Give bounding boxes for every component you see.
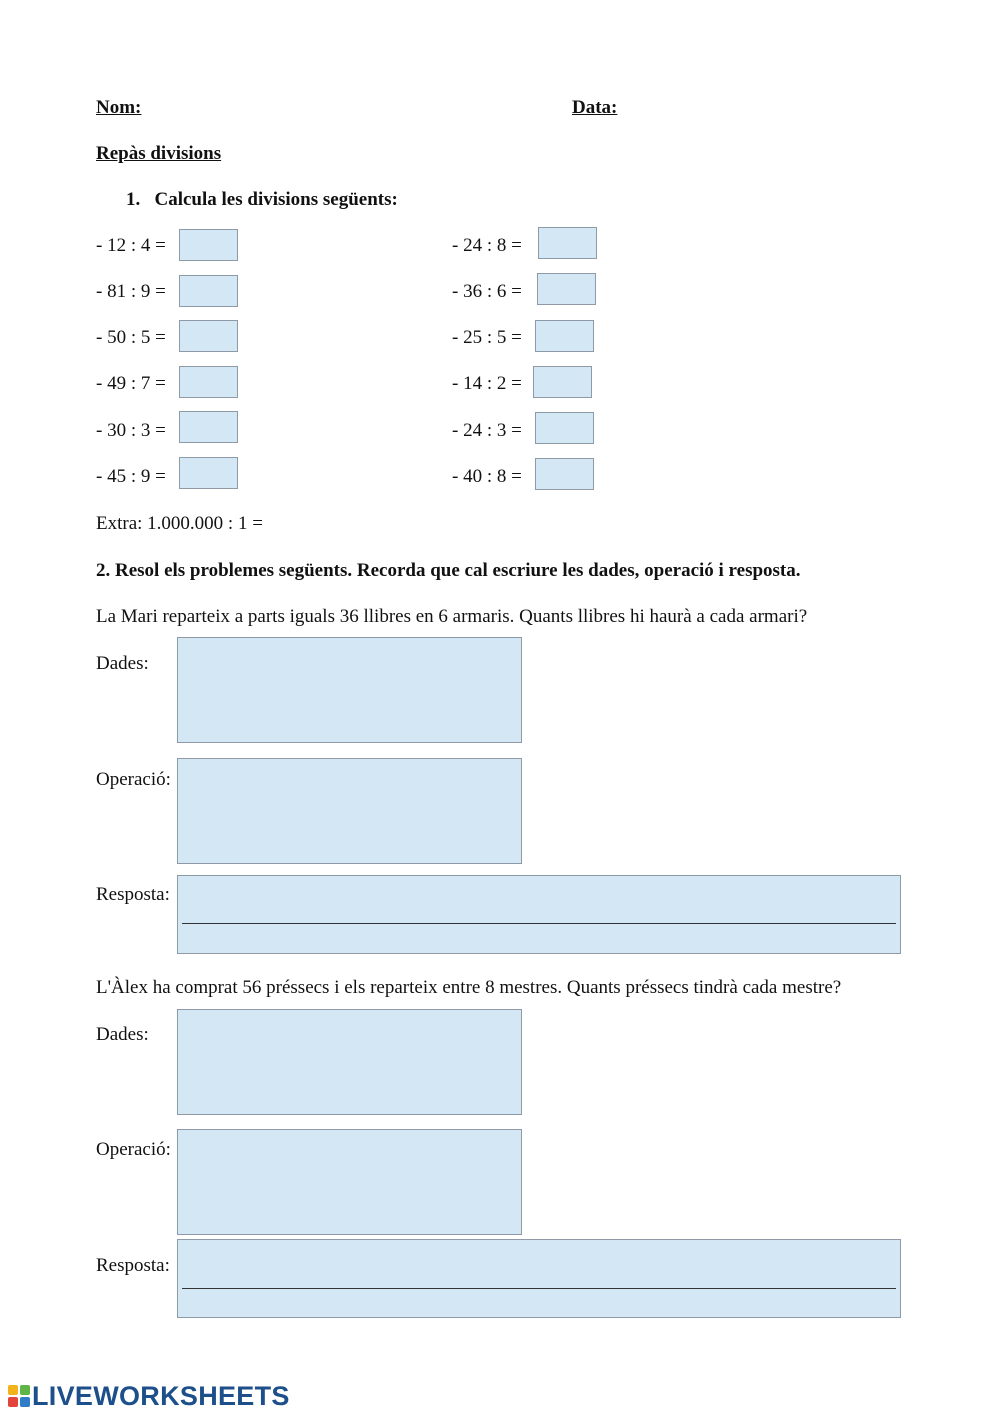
logo-text: LIVEWORKSHEETS [32,1380,290,1411]
problem2-operacio-label: Operació: [96,1139,171,1160]
answer-input-right-5[interactable] [535,412,594,444]
answer-input-left-4[interactable] [179,366,238,398]
problem1-operacio-label: Operació: [96,769,171,790]
division-right-1: - 24 : 8 = [452,235,522,256]
problem2-text: L'Àlex ha comprat 56 préssecs i els reparteix entre 8 mestres. Quants préssecs tindrà cada mestre? [96,977,842,998]
division-left-1: - 12 : 4 = [96,235,166,256]
liveworksheets-logo-icon [8,1385,30,1407]
problem1-operacio-input[interactable] [177,758,522,864]
problem2-resposta-input[interactable] [177,1239,901,1318]
answer-input-left-3[interactable] [179,320,238,352]
problem2-dades-label: Dades: [96,1024,149,1045]
division-right-4: - 14 : 2 = [452,373,522,394]
division-right-5: - 24 : 3 = [452,420,522,441]
problem1-resposta-label: Resposta: [96,884,170,905]
division-right-6: - 40 : 8 = [452,466,522,487]
division-right-3: - 25 : 5 = [452,327,522,348]
problem1-dades-input[interactable] [177,637,522,743]
division-left-2: - 81 : 9 = [96,281,166,302]
problem2-resposta-label: Resposta: [96,1255,170,1276]
problem1-text: La Mari reparteix a parts iguals 36 llibres en 6 armaris. Quants llibres hi haurà a cada armari? [96,606,808,627]
answer-input-right-2[interactable] [537,273,596,305]
division-left-6: - 45 : 9 = [96,466,166,487]
problem1-dades-label: Dades: [96,653,149,674]
exercise2-heading: 2. Resol els problemes següents. Recorda que cal escriure les dades, operació i resposta. [96,560,801,581]
division-left-4: - 49 : 7 = [96,373,166,394]
answer-input-left-2[interactable] [179,275,238,307]
problem2-resposta-writing-line [182,1288,896,1289]
division-left-3: - 50 : 5 = [96,327,166,348]
answer-input-right-6[interactable] [535,458,594,490]
answer-input-right-1[interactable] [538,227,597,259]
division-right-2: - 36 : 6 = [452,281,522,302]
extra-division: Extra: 1.000.000 : 1 = [96,513,263,534]
problem1-resposta-writing-line [182,923,896,924]
worksheet-title: Repàs divisions [96,143,222,164]
division-left-5: - 30 : 3 = [96,420,166,441]
liveworksheets-logo [8,1382,290,1410]
problem1-resposta-input[interactable] [177,875,901,954]
answer-input-left-6[interactable] [179,457,238,489]
answer-input-right-4[interactable] [533,366,592,398]
problem2-operacio-input[interactable] [177,1129,522,1235]
answer-input-left-5[interactable] [179,411,238,443]
date-label: Data: [572,97,618,118]
answer-input-right-3[interactable] [535,320,594,352]
answer-input-left-1[interactable] [179,229,238,261]
exercise1-heading: 1. Calcula les divisions següents: [126,189,398,210]
name-label: Nom: [96,97,142,118]
problem2-dades-input[interactable] [177,1009,522,1115]
